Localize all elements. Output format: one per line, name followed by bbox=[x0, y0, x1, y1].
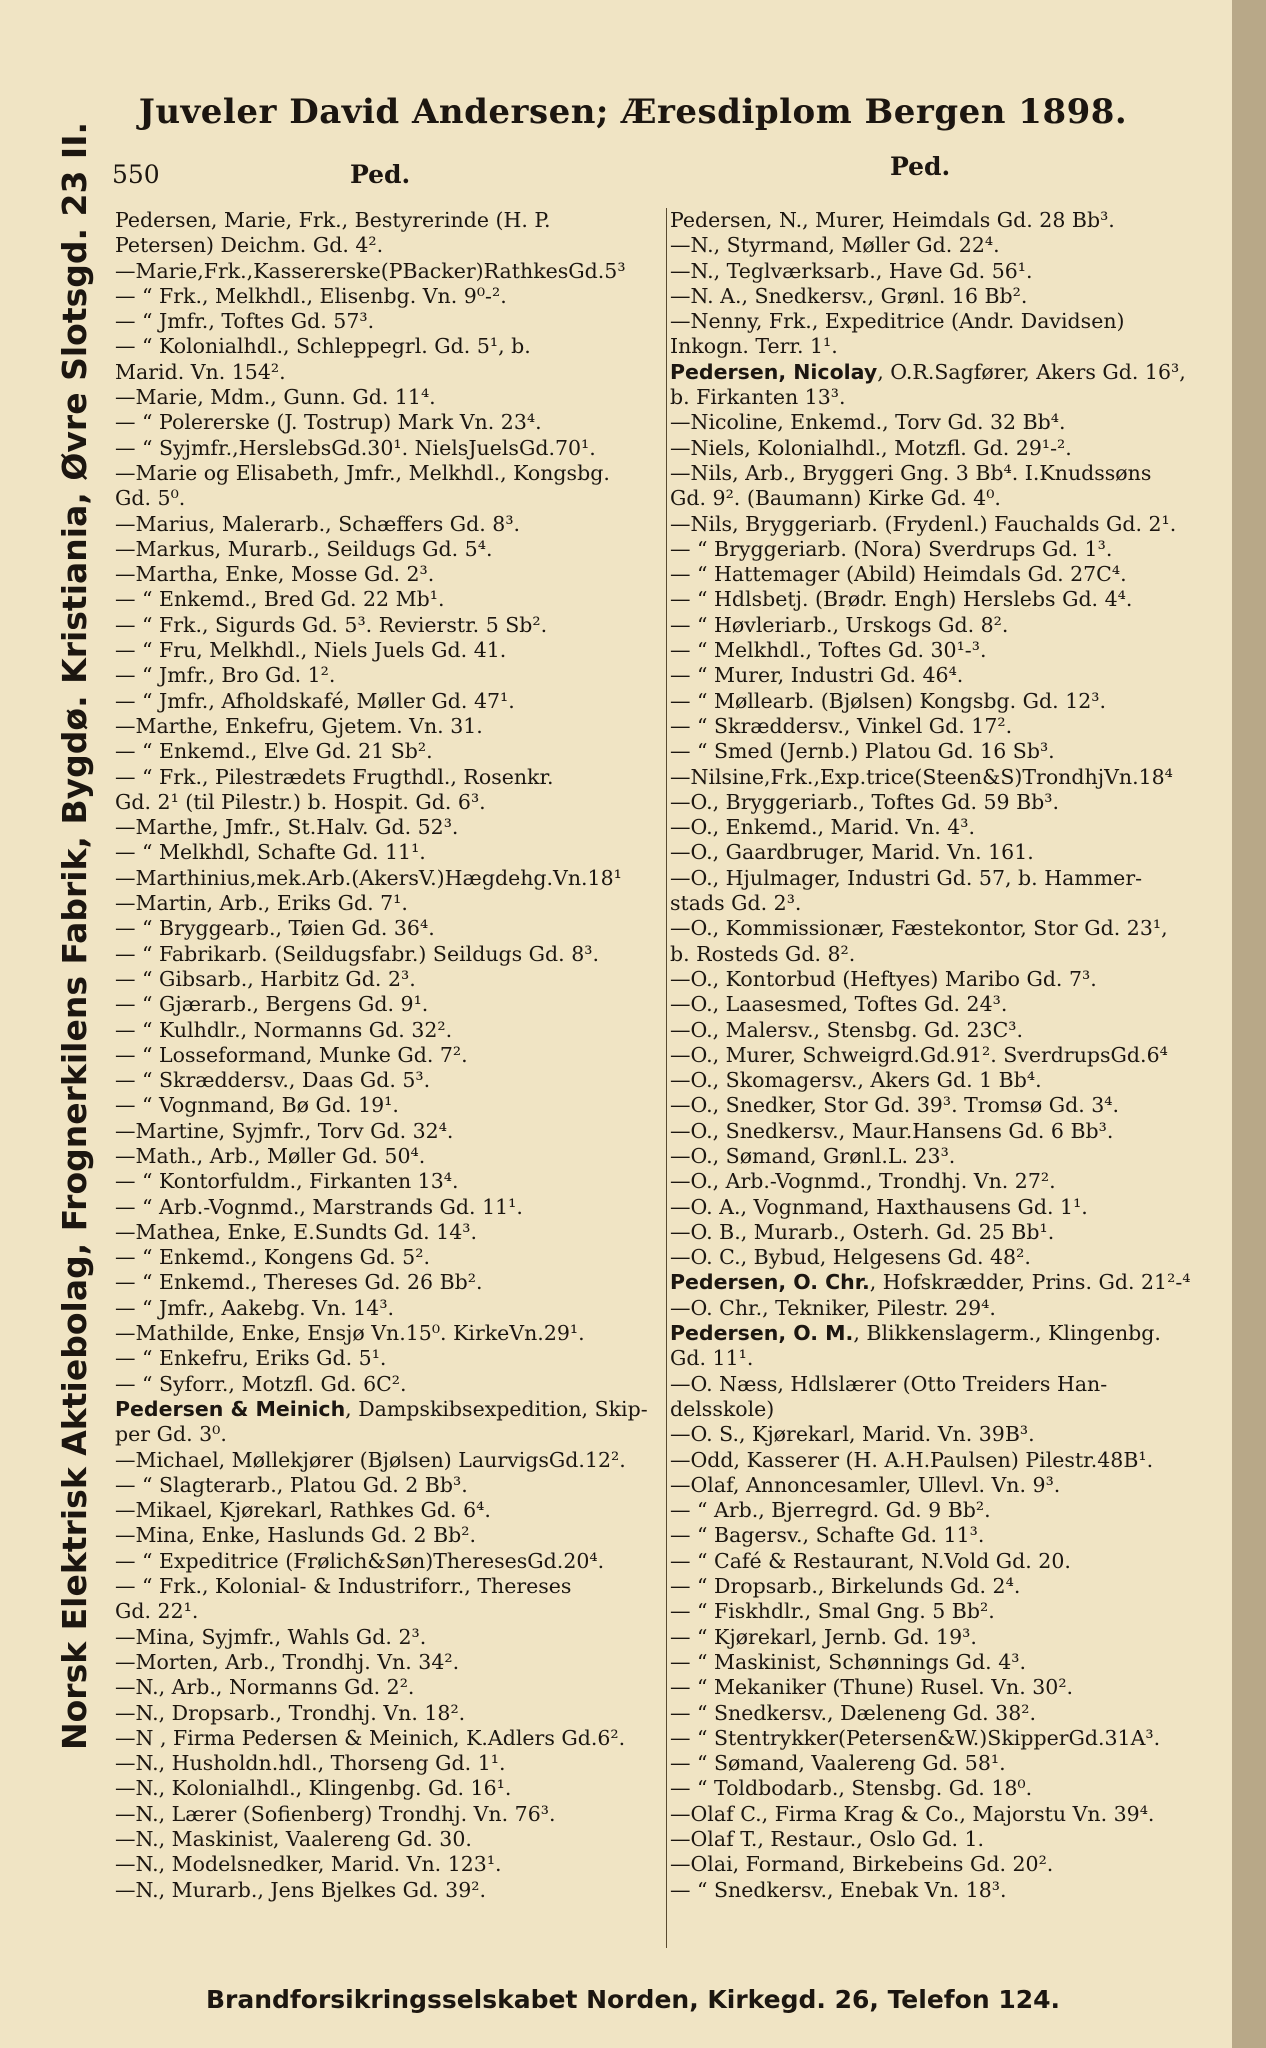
directory-entry-line: — “ Jmfr., Aakebg. Vn. 14³. bbox=[115, 1295, 395, 1320]
directory-entry-line: —N., Modelsnedker, Marid. Vn. 123¹. bbox=[115, 1852, 502, 1877]
directory-entry-line: —Nilsine,Frk.,Exp.trice(Steen&S)TrondhjVn.18⁴ bbox=[670, 764, 1173, 789]
directory-entry-line: — “ Gjærarb., Bergens Gd. 9¹. bbox=[115, 992, 429, 1017]
directory-entry-line: — “ Arb.-Vognmd., Marstrands Gd. 11¹. bbox=[115, 1194, 523, 1219]
directory-entry-line: — “ Smed (Jernb.) Platou Gd. 16 Sb³. bbox=[670, 739, 1055, 764]
directory-entry-line: —N., Styrmand, Møller Gd. 22⁴. bbox=[670, 233, 1000, 258]
directory-entry-line: Gd. 2¹ (til Pilestr.) b. Hospit. Gd. 6³. bbox=[115, 789, 486, 814]
directory-entry-line: — “ Maskinist, Schønnings Gd. 4³. bbox=[670, 1649, 1026, 1674]
directory-entry-line: — “ Snedkersv., Dæleneng Gd. 38². bbox=[670, 1700, 1037, 1725]
directory-entry-line: —O. Chr., Tekniker, Pilestr. 29⁴. bbox=[670, 1295, 996, 1320]
left-column bbox=[115, 208, 665, 1903]
directory-entry-line: — “ Enkefru, Eriks Gd. 5¹. bbox=[115, 1346, 387, 1371]
directory-entry-line: — “ Polererske (J. Tostrup) Mark Vn. 23⁴. bbox=[115, 410, 542, 435]
directory-entry-line: —O. Næss, Hdlslærer (Otto Treiders Han- bbox=[670, 1371, 1108, 1396]
directory-entry-line: — “ Enkemd., Elve Gd. 21 Sb². bbox=[115, 739, 433, 764]
directory-entry-line: —O., Hjulmager, Industri Gd. 57, b. Hammer- bbox=[670, 865, 1143, 890]
directory-entry-line: Marid. Vn. 154². bbox=[115, 359, 286, 384]
directory-entry-line: —O., Murer, Schweigrd.Gd.91². SverdrupsGd.6⁴ bbox=[670, 1042, 1168, 1067]
directory-entry-line: —O., Enkemd., Marid. Vn. 4³. bbox=[670, 815, 976, 840]
directory-entry-line: —Marie,Frk.,Kassererske(PBacker)RathkesGd.5³ bbox=[115, 258, 626, 283]
directory-entry-line: — “ Møllearb. (Bjølsen) Kongsbg. Gd. 12³. bbox=[670, 688, 1107, 713]
directory-entry-line: —N., Kolonialhdl., Klingenbg. Gd. 16¹. bbox=[115, 1776, 512, 1801]
directory-entry-line: Pedersen & Meinich, Dampskibsexpedition, Skip- bbox=[115, 1396, 648, 1421]
directory-entry-line: —Martha, Enke, Mosse Gd. 2³. bbox=[115, 562, 435, 587]
directory-entry-line: —Martine, Syjmfr., Torv Gd. 32⁴. bbox=[115, 1118, 454, 1143]
directory-entry-line: —Olai, Formand, Birkebeins Gd. 20². bbox=[670, 1852, 1054, 1877]
directory-entry-line: —Markus, Murarb., Seildugs Gd. 5⁴. bbox=[115, 536, 493, 561]
directory-entry-line: — “ Jmfr., Toftes Gd. 57³. bbox=[115, 309, 375, 334]
directory-entry-line: —Nils, Arb., Bryggeri Gng. 3 Bb⁴. I.Knudssøns bbox=[670, 460, 1152, 485]
directory-entry-line: —Marthinius,mek.Arb.(AkersV.)Hægdehg.Vn.18¹ bbox=[115, 865, 622, 890]
directory-entry-line: — “ Syforr., Motzfl. Gd. 6C². bbox=[115, 1371, 407, 1396]
directory-entry-line: — “ Jmfr., Bro Gd. 1². bbox=[115, 663, 336, 688]
directory-entry-line: —Mathilde, Enke, Ensjø Vn.15⁰. KirkeVn.29¹. bbox=[115, 1321, 585, 1346]
directory-entry-line: —O., Arb.-Vognmd., Trondhj. Vn. 27². bbox=[670, 1169, 1056, 1194]
directory-entry-line: — “ Slagterarb., Platou Gd. 2 Bb³. bbox=[115, 1472, 468, 1497]
directory-entry-line: Pedersen, Nicolay, O.R.Sagfører, Akers Gd. 16³, bbox=[670, 359, 1186, 384]
directory-entry-line: — “ Stentrykker(Petersen&W.)SkipperGd.31A³. bbox=[670, 1725, 1161, 1750]
directory-entry-line: —N , Firma Pedersen & Meinich, K.Adlers Gd.6². bbox=[115, 1725, 626, 1750]
directory-entry-line: —N. A., Snedkersv., Grønl. 16 Bb². bbox=[670, 283, 1028, 308]
directory-entry-line: —Niels, Kolonialhdl., Motzfl. Gd. 29¹-². bbox=[670, 435, 1072, 460]
directory-entry-line: —Olaf T., Restaur., Oslo Gd. 1. bbox=[670, 1827, 985, 1851]
directory-entry-line: —Nicoline, Enkemd., Torv Gd. 32 Bb⁴. bbox=[670, 410, 1066, 435]
page-footer-advert: Brandforsikringsselskabet Norden, Kirkegd. 26, Telefon 124. bbox=[205, 1985, 1061, 2014]
directory-entry-line: — “ Kulhdlr., Normanns Gd. 32². bbox=[115, 1017, 453, 1042]
directory-entry-line: — “ Café & Restaurant, N.Vold Gd. 20. bbox=[670, 1548, 1071, 1573]
directory-entry-line: —N., Teglværksarb., Have Gd. 56¹. bbox=[670, 258, 1033, 283]
directory-entry-line: —N., Husholdn.hdl., Thorseng Gd. 1¹. bbox=[115, 1751, 506, 1776]
directory-entry-line: — “ Kjørekarl, Jernb. Gd. 19³. bbox=[670, 1624, 977, 1649]
directory-entry-line: —Olaf C., Firma Krag & Co., Majorstu Vn. 39⁴. bbox=[670, 1801, 1155, 1826]
directory-entry-line: —Morten, Arb., Trondhj. Vn. 34². bbox=[115, 1649, 460, 1674]
directory-entry-line: — “ Skræddersv., Daas Gd. 5³. bbox=[115, 1068, 431, 1093]
directory-entry-line: —Marthe, Enkefru, Gjetem. Vn. 31. bbox=[115, 713, 483, 738]
directory-entry-line: — “ Jmfr., Afholdskafé, Møller Gd. 47¹. bbox=[115, 688, 515, 713]
directory-entry-line: — “ Gibsarb., Harbitz Gd. 2³. bbox=[115, 966, 416, 991]
directory-entry-line: —Mathea, Enke, E.Sundts Gd. 14³. bbox=[115, 1219, 477, 1244]
directory-entry-line: —N., Murarb., Jens Bjelkes Gd. 39². bbox=[115, 1877, 487, 1902]
directory-entry-line: — “ Murer, Industri Gd. 46⁴. bbox=[670, 663, 964, 688]
directory-entry-line: — “ Frk., Melkhdl., Elisenbg. Vn. 9⁰-². bbox=[115, 283, 507, 308]
sidebar-advert: Norsk Elektrisk Aktiebolag, Frognerkilens Fabrik, Bygdø. Kristiania, Øvre Slotsgd. 23 II. bbox=[55, 121, 94, 1750]
directory-entry-line: — “ Mekaniker (Thune) Rusel. Vn. 30². bbox=[670, 1675, 1074, 1700]
directory-entry-line: Pedersen, N., Murer, Heimdals Gd. 28 Bb³. bbox=[670, 208, 1115, 232]
directory-entry-line: —O., Snedker, Stor Gd. 39³. Tromsø Gd. 3⁴. bbox=[670, 1093, 1120, 1118]
directory-entry-line: stads Gd. 2³. bbox=[670, 891, 802, 916]
directory-entry-line: —O. A., Vognmand, Haxthausens Gd. 1¹. bbox=[670, 1194, 1088, 1219]
directory-entry-line: — “ Arb., Bjerregrd. Gd. 9 Bb². bbox=[670, 1498, 991, 1523]
directory-entry-line: —O., Malersv., Stensbg. Gd. 23C³. bbox=[670, 1017, 1024, 1042]
directory-entry-line: —Marthe, Jmfr., St.Halv. Gd. 52³. bbox=[115, 815, 459, 840]
directory-entry-line: Pedersen, O. M., Blikkenslagerm., Klingenbg. bbox=[670, 1321, 1161, 1346]
directory-entry-line: — “ Hattemager (Abild) Heimdals Gd. 27C⁴. bbox=[670, 562, 1127, 587]
directory-entry-line: —Nenny, Frk., Expeditrice (Andr. Davidsen) bbox=[670, 309, 1125, 334]
directory-entry-line: —O. S., Kjørekarl, Marid. Vn. 39B³. bbox=[670, 1422, 1035, 1447]
torn-page-edge bbox=[1232, 0, 1266, 2048]
directory-entry-line: —O. B., Murarb., Osterh. Gd. 25 Bb¹. bbox=[670, 1219, 1055, 1244]
right-column-head: Ped. bbox=[890, 152, 951, 181]
directory-entry-line: —O., Sømand, Grønl.L. 23³. bbox=[670, 1143, 956, 1168]
directory-entry-line: —O., Kommissionær, Fæstekontor, Stor Gd. 23¹, bbox=[670, 916, 1168, 941]
directory-entry-line: — “ Bagersv., Schafte Gd. 11³. bbox=[670, 1523, 985, 1548]
directory-entry-line: b. Rosteds Gd. 8². bbox=[670, 941, 856, 966]
directory-entry-line: —O., Skomagersv., Akers Gd. 1 Bb⁴. bbox=[670, 1068, 1042, 1093]
directory-entry-line: —O., Bryggeriarb., Toftes Gd. 59 Bb³. bbox=[670, 789, 1059, 814]
directory-entry-line: — “ Bryggeriarb. (Nora) Sverdrups Gd. 1³. bbox=[670, 536, 1113, 561]
directory-entry-line: —N., Lærer (Sofienberg) Trondhj. Vn. 76³. bbox=[115, 1801, 556, 1826]
directory-entry-line: per Gd. 3⁰. bbox=[115, 1422, 227, 1447]
page-header-advert: Juveler David Andersen; Æresdiplom Bergen 1898. bbox=[138, 92, 1128, 132]
directory-entry-line: —Olaf, Annoncesamler, Ullevl. Vn. 9³. bbox=[670, 1472, 1061, 1497]
directory-entry-line: —O., Laasesmed, Toftes Gd. 24³. bbox=[670, 992, 1008, 1017]
directory-entry-line: Inkogn. Terr. 1¹. bbox=[670, 334, 838, 359]
directory-entry-line: delsskole) bbox=[670, 1396, 775, 1421]
directory-entry-line: —Marie, Mdm., Gunn. Gd. 11⁴. bbox=[115, 385, 436, 410]
directory-entry-line: —Mina, Syjmfr., Wahls Gd. 2³. bbox=[115, 1624, 427, 1649]
directory-entry-line: —N., Dropsarb., Trondhj. Vn. 18². bbox=[115, 1700, 466, 1725]
directory-entry-line: — “ Kontorfuldm., Firkanten 13⁴. bbox=[115, 1169, 459, 1194]
directory-entry-line: — “ Syjmfr.,HerslebsGd.30¹. NielsJuelsGd.70¹. bbox=[115, 435, 596, 460]
directory-entry-line: — “ Melkhdl, Schafte Gd. 11¹. bbox=[115, 840, 426, 865]
directory-entry-line: Gd. 9². (Baumann) Kirke Gd. 4⁰. bbox=[670, 486, 1001, 511]
directory-entry-line: Pedersen, Marie, Frk., Bestyrerinde (H. P. bbox=[115, 208, 551, 232]
page-number: 550 bbox=[112, 160, 160, 189]
directory-entry-line: — “ Dropsarb., Birkelunds Gd. 2⁴. bbox=[670, 1574, 1021, 1599]
directory-entry-line: —Nils, Bryggeriarb. (Frydenl.) Fauchalds Gd. 2¹. bbox=[670, 511, 1177, 536]
directory-entry-line: b. Firkanten 13³. bbox=[670, 385, 846, 410]
directory-entry-line: Gd. 22¹. bbox=[115, 1599, 199, 1624]
directory-entry-line: — “ Losseformand, Munke Gd. 7². bbox=[115, 1042, 468, 1067]
directory-entry-line: — “ Fiskhdlr., Smal Gng. 5 Bb². bbox=[670, 1599, 995, 1624]
directory-entry-line: — “ Frk., Sigurds Gd. 5³. Revierstr. 5 Sb². bbox=[115, 612, 548, 637]
directory-entry-line: — “ Bryggearb., Tøien Gd. 36⁴. bbox=[115, 916, 435, 941]
directory-entry-line: — “ Skræddersv., Vinkel Gd. 17². bbox=[670, 713, 1013, 738]
directory-entry-line: Gd. 5⁰. bbox=[115, 486, 186, 511]
directory-entry-line: —Odd, Kasserer (H. A.H.Paulsen) Pilestr.48B¹. bbox=[670, 1447, 1154, 1472]
directory-entry-line: —Mikael, Kjørekarl, Rathkes Gd. 6⁴. bbox=[115, 1498, 491, 1523]
directory-entry-line: —N., Arb., Normanns Gd. 2². bbox=[115, 1675, 415, 1700]
directory-entry-line: — “ Sømand, Vaalereng Gd. 58¹. bbox=[670, 1751, 1006, 1776]
directory-entry-line: Pedersen, O. Chr., Hofskrædder, Prins. Gd. 21²-⁴ bbox=[670, 1270, 1191, 1295]
left-column-head: Ped. bbox=[350, 160, 411, 189]
directory-entry-line: — “ Fru, Melkhdl., Niels Juels Gd. 41. bbox=[115, 638, 507, 663]
directory-entry-line: — “ Toldbodarb., Stensbg. Gd. 18⁰. bbox=[670, 1776, 1033, 1801]
directory-entry-line: —Math., Arb., Møller Gd. 50⁴. bbox=[115, 1143, 426, 1168]
directory-entry-line: —O., Kontorbud (Heftyes) Maribo Gd. 7³. bbox=[670, 966, 1097, 991]
directory-entry-line: — “ Kolonialhdl., Schleppegrl. Gd. 5¹, b. bbox=[115, 334, 531, 359]
directory-entry-line: —Marie og Elisabeth, Jmfr., Melkhdl., Kongsbg. bbox=[115, 460, 610, 485]
directory-entry-line: —O., Snedkersv., Maur.Hansens Gd. 6 Bb³. bbox=[670, 1118, 1114, 1143]
column-divider bbox=[666, 208, 667, 1948]
directory-entry-line: — “ Enkemd., Kongens Gd. 5². bbox=[115, 1245, 430, 1270]
right-column bbox=[670, 208, 1225, 1903]
directory-entry-line: — “ Hdlsbetj. (Brødr. Engh) Herslebs Gd. 4⁴. bbox=[670, 587, 1133, 612]
directory-entry-line: —Marius, Malerarb., Schæffers Gd. 8³. bbox=[115, 511, 521, 536]
directory-entry-line: — “ Melkhdl., Toftes Gd. 30¹-³. bbox=[670, 638, 987, 663]
directory-entry-line: Petersen) Deichm. Gd. 4². bbox=[115, 233, 384, 258]
directory-entry-line: Gd. 11¹. bbox=[670, 1346, 754, 1371]
directory-entry-line: — “ Snedkersv., Enebak Vn. 18³. bbox=[670, 1877, 1007, 1902]
directory-entry-line: —O., Gaardbruger, Marid. Vn. 161. bbox=[670, 840, 1034, 865]
directory-entry-line: — “ Vognmand, Bø Gd. 19¹. bbox=[115, 1093, 399, 1118]
directory-entry-line: —Martin, Arb., Eriks Gd. 7¹. bbox=[115, 891, 408, 916]
directory-entry-line: —O. C., Bybud, Helgesens Gd. 48². bbox=[670, 1245, 1031, 1270]
directory-entry-line: —N., Maskinist, Vaalereng Gd. 30. bbox=[115, 1827, 472, 1851]
directory-entry-line: — “ Fabrikarb. (Seildugsfabr.) Seildugs Gd. 8³. bbox=[115, 941, 599, 966]
directory-entry-line: —Mina, Enke, Haslunds Gd. 2 Bb². bbox=[115, 1523, 477, 1548]
directory-entry-line: — “ Frk., Kolonial- & Industriforr., Thereses bbox=[115, 1574, 572, 1599]
directory-entry-line: — “ Enkemd., Bred Gd. 22 Mb¹. bbox=[115, 587, 445, 612]
directory-entry-line: — “ Frk., Pilestrædets Frugthdl., Rosenkr. bbox=[115, 764, 554, 789]
directory-entry-line: — “ Høvleriarb., Urskogs Gd. 8². bbox=[670, 612, 1009, 637]
directory-entry-line: — “ Enkemd., Thereses Gd. 26 Bb². bbox=[115, 1270, 483, 1295]
directory-entry-line: — “ Expeditrice (Frølich&Søn)TheresesGd.20⁴. bbox=[115, 1548, 605, 1573]
directory-entry-line: —Michael, Møllekjører (Bjølsen) LaurvigsGd.12². bbox=[115, 1447, 626, 1472]
